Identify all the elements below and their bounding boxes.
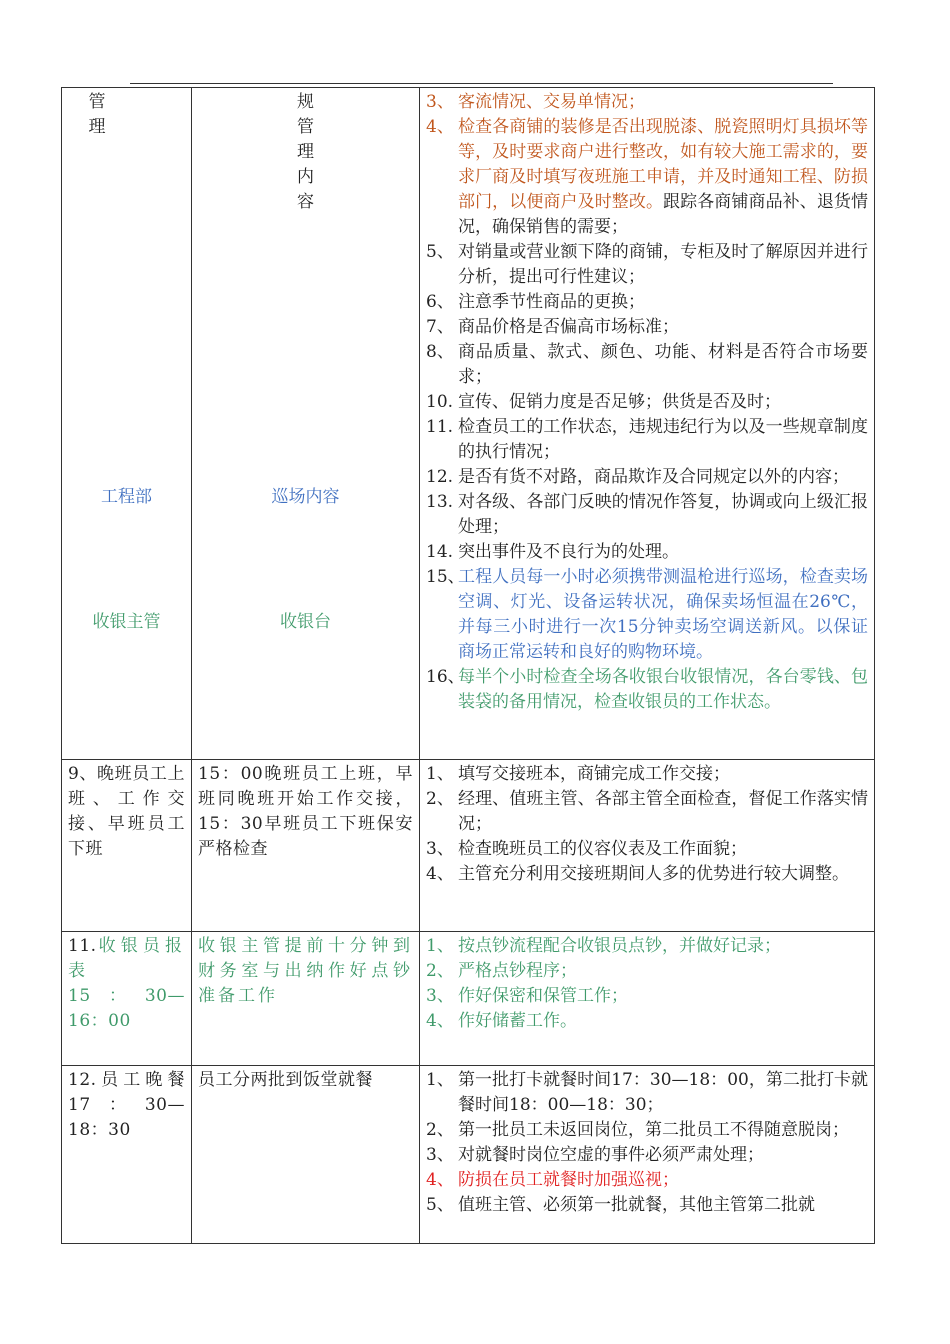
row1-col2-cell bbox=[192, 88, 420, 760]
item-text: 客流情况、交易单情况； bbox=[458, 92, 645, 112]
header-rule bbox=[130, 83, 833, 84]
item-text: 第一批打卡就餐时间17：30—18：00，第二批打卡就餐时间18：00—18：30； bbox=[458, 1070, 868, 1115]
item-number: 11. bbox=[426, 417, 454, 437]
list-item bbox=[426, 862, 868, 887]
item-text: 检查各商铺的装修是否出现脱漆、脱瓷照明灯具损坏等等，及时要求商户进行整改，如有较大施工需求的，要求厂商及时填写夜班施工申请，并及时通知工程、防损部门，以便商户及时整改。 bbox=[458, 117, 868, 212]
list-item bbox=[426, 115, 868, 240]
item-text: 对各级、各部门反映的情况作答复，协调或向上级汇报处理； bbox=[458, 492, 868, 537]
row2-col1-cell bbox=[62, 760, 192, 932]
row1-col3-cell bbox=[420, 88, 875, 760]
table-row bbox=[62, 1066, 875, 1244]
row1-col2-char: 容 bbox=[297, 192, 314, 212]
item-number: 14. bbox=[426, 542, 454, 562]
item-number: 4、 bbox=[426, 864, 454, 884]
row1-engineering-label: 工程部 bbox=[101, 487, 152, 507]
item-number: 10. bbox=[426, 392, 454, 412]
list-item bbox=[426, 1118, 868, 1143]
item-number: 4、 bbox=[426, 1170, 454, 1190]
item-text: 是否有货不对路，商品欺诈及合同规定以外的内容； bbox=[458, 467, 849, 487]
item-number: 2、 bbox=[426, 1120, 454, 1140]
item-number: 16、 bbox=[426, 667, 465, 687]
table-row bbox=[62, 760, 875, 932]
row4-col2-cell bbox=[192, 1066, 420, 1244]
item-number: 4、 bbox=[426, 117, 454, 137]
item-number: 3、 bbox=[426, 839, 454, 859]
item-number: 2、 bbox=[426, 789, 454, 809]
row1-col2-char: 理 bbox=[297, 142, 314, 162]
item-number: 7、 bbox=[426, 317, 454, 337]
item-text: 检查员工的工作状态，违规违纪行为以及一些规章制度的执行情况； bbox=[458, 417, 868, 462]
item-text: 作好储蓄工作。 bbox=[458, 1011, 577, 1031]
item-text: 对就餐时岗位空虚的事件必须严肃处理； bbox=[458, 1145, 764, 1165]
row2-title: 9、晚班员工上班、工作交接、早班员工下班 bbox=[68, 764, 185, 859]
list-item bbox=[426, 762, 868, 787]
row1-col1-char: 管 bbox=[88, 92, 106, 112]
item-text: 注意季节性商品的更换； bbox=[458, 292, 645, 312]
item-text: 工程人员每一小时必须携带测温枪进行巡场，检查卖场空调、灯光、设备运转状况，确保卖场恒温在26℃，并每三小时进行一次15分钟卖场空调送新风。以保证商场正常运转和良好的购物环境。 bbox=[458, 567, 868, 662]
list-item bbox=[426, 490, 868, 540]
item-number: 4、 bbox=[426, 1011, 454, 1031]
row1-cashier-supervisor-label: 收银主管 bbox=[92, 612, 161, 632]
list-item bbox=[426, 540, 868, 565]
row3-time: 15：30—16：00 bbox=[68, 986, 185, 1031]
procedure-table bbox=[61, 87, 875, 1244]
item-number: 6、 bbox=[426, 292, 454, 312]
list-item bbox=[426, 1068, 868, 1118]
item-number: 13. bbox=[426, 492, 454, 512]
item-number: 1、 bbox=[426, 1070, 454, 1090]
list-item bbox=[426, 959, 868, 984]
row4-title: 12.员工晚餐17：30—18：30 bbox=[68, 1070, 185, 1140]
item-text-continued: 跟踪各商铺商品补、退货情况，确保销售的需要； bbox=[458, 192, 869, 237]
list-item bbox=[426, 665, 868, 715]
item-text: 经理、值班主管、各部主管全面检查，督促工作落实情况； bbox=[458, 789, 868, 834]
row1-patrol-label: 巡场内容 bbox=[271, 487, 340, 507]
row3-col2-cell bbox=[192, 932, 420, 1066]
list-item bbox=[426, 1143, 868, 1168]
item-number: 5、 bbox=[426, 1195, 454, 1215]
item-text: 防损在员工就餐时加强巡视； bbox=[458, 1170, 679, 1190]
row4-description: 员工分两批到饭堂就餐 bbox=[198, 1070, 373, 1090]
table-row bbox=[62, 932, 875, 1066]
item-number: 3、 bbox=[426, 1145, 454, 1165]
row1-col1-cell bbox=[62, 88, 192, 760]
row1-cashier-desk-label: 收银台 bbox=[280, 612, 331, 632]
row2-schedule: 15：00晚班员工上班，早班同晚班开始工作交接，15：30早班员工下班保安严格检查 bbox=[198, 764, 413, 859]
item-text: 作好保密和保管工作； bbox=[458, 986, 628, 1006]
row1-col1-char: 理 bbox=[88, 117, 106, 137]
item-text: 商品价格是否偏高市场标准； bbox=[458, 317, 679, 337]
row3-description: 收银主管提前十分钟到财务室与出纳作好点钞准备工作 bbox=[198, 936, 413, 1006]
list-item bbox=[426, 90, 868, 115]
list-item bbox=[426, 984, 868, 1009]
row3-col3-cell bbox=[420, 932, 875, 1066]
row1-col2-char: 管 bbox=[297, 117, 314, 137]
item-number: 2、 bbox=[426, 961, 454, 981]
item-text: 宣传、促销力度是否足够；供货是否及时； bbox=[458, 392, 781, 412]
list-item bbox=[426, 240, 868, 290]
list-item bbox=[426, 415, 868, 465]
item-text: 填写交接班本，商铺完成工作交接； bbox=[458, 764, 730, 784]
list-item bbox=[426, 290, 868, 315]
list-item bbox=[426, 787, 868, 837]
list-item bbox=[426, 1193, 868, 1218]
row3-title: 收银员报表 bbox=[68, 936, 185, 981]
row4-col3-cell bbox=[420, 1066, 875, 1244]
item-text: 按点钞流程配合收银员点钞，并做好记录； bbox=[458, 936, 781, 956]
item-text: 对销量或营业额下降的商铺，专柜及时了解原因并进行分析，提出可行性建议； bbox=[458, 242, 868, 287]
row3-number: 11. bbox=[68, 936, 97, 956]
item-number: 12. bbox=[426, 467, 454, 487]
item-number: 8、 bbox=[426, 342, 454, 362]
row3-col1-cell bbox=[62, 932, 192, 1066]
list-item bbox=[426, 465, 868, 490]
list-item bbox=[426, 315, 868, 340]
row1-col2-char: 内 bbox=[297, 167, 314, 187]
item-text: 每半个小时检查全场各收银台收银情况，各台零钱、包装袋的备用情况，检查收银员的工作状态。 bbox=[458, 667, 868, 712]
item-text: 主管充分利用交接班期间人多的优势进行较大调整。 bbox=[458, 864, 849, 884]
row2-col2-cell bbox=[192, 760, 420, 932]
list-item bbox=[426, 837, 868, 862]
list-item bbox=[426, 934, 868, 959]
list-item bbox=[426, 1168, 868, 1193]
row4-col1-cell bbox=[62, 1066, 192, 1244]
row2-col3-cell bbox=[420, 760, 875, 932]
list-item bbox=[426, 340, 868, 390]
item-text: 严格点钞程序； bbox=[458, 961, 577, 981]
list-item bbox=[426, 390, 868, 415]
item-text: 第一批员工未返回岗位，第二批员工不得随意脱岗； bbox=[458, 1120, 849, 1140]
item-number: 1、 bbox=[426, 936, 454, 956]
list-item bbox=[426, 1009, 868, 1034]
item-number: 15、 bbox=[426, 567, 465, 587]
item-number: 5、 bbox=[426, 242, 454, 262]
item-number: 3、 bbox=[426, 92, 454, 112]
item-text: 突出事件及不良行为的处理。 bbox=[458, 542, 679, 562]
table-row bbox=[62, 88, 875, 760]
item-number: 1、 bbox=[426, 764, 454, 784]
item-text: 值班主管、必须第一批就餐，其他主管第二批就 bbox=[458, 1195, 815, 1215]
row1-col2-char: 规 bbox=[297, 92, 314, 112]
item-text: 检查晚班员工的仪容仪表及工作面貌； bbox=[458, 839, 747, 859]
item-number: 3、 bbox=[426, 986, 454, 1006]
list-item bbox=[426, 565, 868, 665]
item-text: 商品质量、款式、颜色、功能、材料是否符合市场要求； bbox=[458, 342, 868, 387]
